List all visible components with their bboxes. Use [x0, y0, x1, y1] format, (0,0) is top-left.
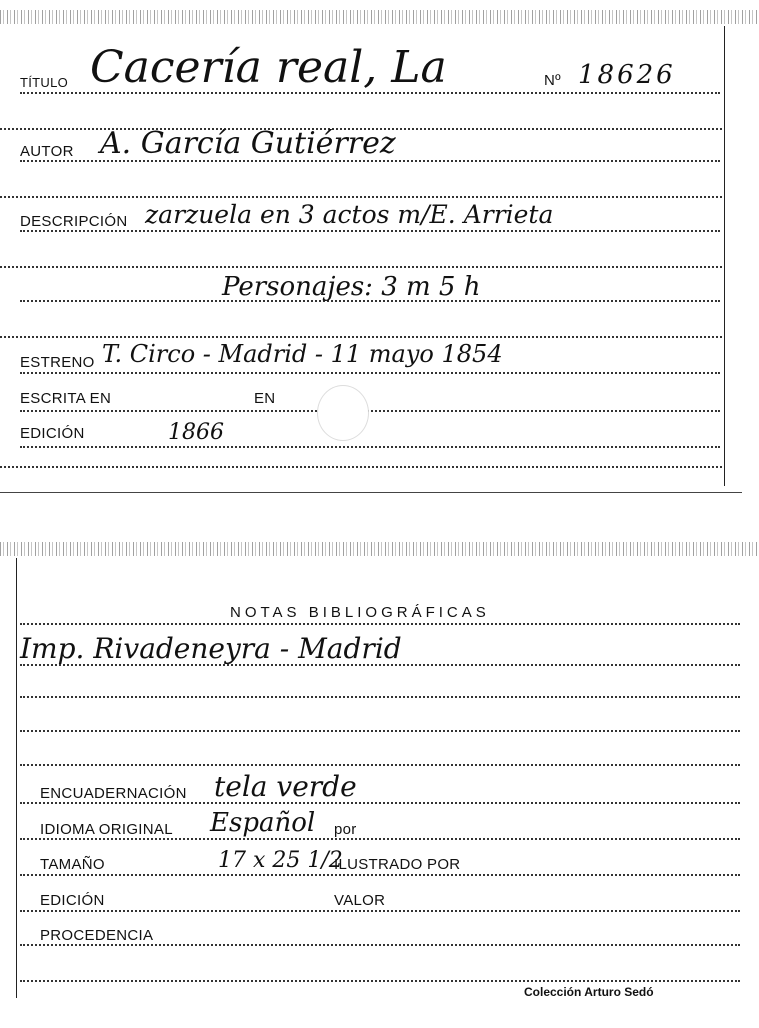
descripcion-value: zarzuela en 3 actos m/E. Arrieta — [145, 200, 554, 229]
top-card — [0, 0, 759, 500]
encuadernacion-label: ENCUADERNACIÓN — [40, 785, 187, 802]
card-left-border — [16, 558, 17, 998]
encuadernacion-value: tela verde — [214, 770, 357, 803]
rule-line — [0, 196, 722, 198]
valor-label: VALOR — [334, 892, 386, 909]
rule-line — [0, 336, 722, 338]
rule-line — [20, 623, 740, 625]
notes-value: Imp. Rivadeneyra - Madrid — [20, 632, 402, 665]
numero-label: Nº — [544, 72, 561, 89]
rule-line — [20, 372, 720, 374]
estreno-label: ESTRENO — [20, 354, 95, 371]
personajes-value: Personajes: 3 m 5 h — [222, 272, 481, 302]
por-label: por — [334, 821, 357, 838]
titulo-label: TÍTULO — [20, 75, 69, 90]
idioma-label: IDIOMA ORIGINAL — [40, 821, 173, 838]
tamano-label: TAMAÑO — [40, 856, 105, 873]
rule-line — [20, 446, 720, 448]
rule-line — [20, 944, 740, 946]
card-edge-speckle — [0, 542, 759, 556]
rule-line — [20, 980, 740, 982]
rule-line — [20, 230, 720, 232]
collection-credit: Colección Arturo Sedó — [524, 985, 654, 999]
descripcion-label: DESCRIPCIÓN — [20, 213, 128, 230]
edicion-label: EDICIÓN — [40, 892, 105, 909]
rule-line — [20, 874, 740, 876]
card-bottom-edge — [0, 492, 742, 493]
idioma-value: Español — [210, 808, 316, 838]
autor-label: AUTOR — [20, 143, 74, 160]
rule-line — [20, 696, 740, 698]
edicion-label: EDICIÓN — [20, 425, 85, 442]
rule-line — [20, 838, 740, 840]
rule-line — [20, 664, 740, 666]
rule-line — [20, 730, 740, 732]
numero-value: 18626 — [578, 60, 676, 90]
escrita-en-second-label: EN — [254, 390, 276, 407]
card-right-border — [724, 26, 725, 486]
tamano-value: 17 x 25 1/2 — [218, 848, 343, 873]
procedencia-label: PROCEDENCIA — [40, 927, 154, 944]
rule-line — [0, 266, 722, 268]
notas-heading: NOTAS BIBLIOGRÁFICAS — [230, 604, 490, 621]
rule-line — [20, 802, 740, 804]
eraser-smudge — [318, 386, 368, 440]
edicion-value: 1866 — [168, 420, 224, 445]
autor-value: A. García Gutiérrez — [100, 126, 396, 161]
rule-line — [20, 764, 740, 766]
card-edge-speckle — [0, 10, 759, 24]
rule-line — [0, 466, 722, 468]
escrita-en-label: ESCRITA EN — [20, 390, 112, 407]
rule-line — [20, 910, 740, 912]
rule-line — [20, 410, 720, 412]
estreno-value: T. Circo - Madrid - 11 mayo 1854 — [102, 340, 503, 368]
ilustrado-por-label: ILUSTRADO POR — [334, 856, 461, 873]
titulo-value: Cacería real, La — [90, 42, 447, 93]
bottom-card — [0, 530, 759, 1028]
